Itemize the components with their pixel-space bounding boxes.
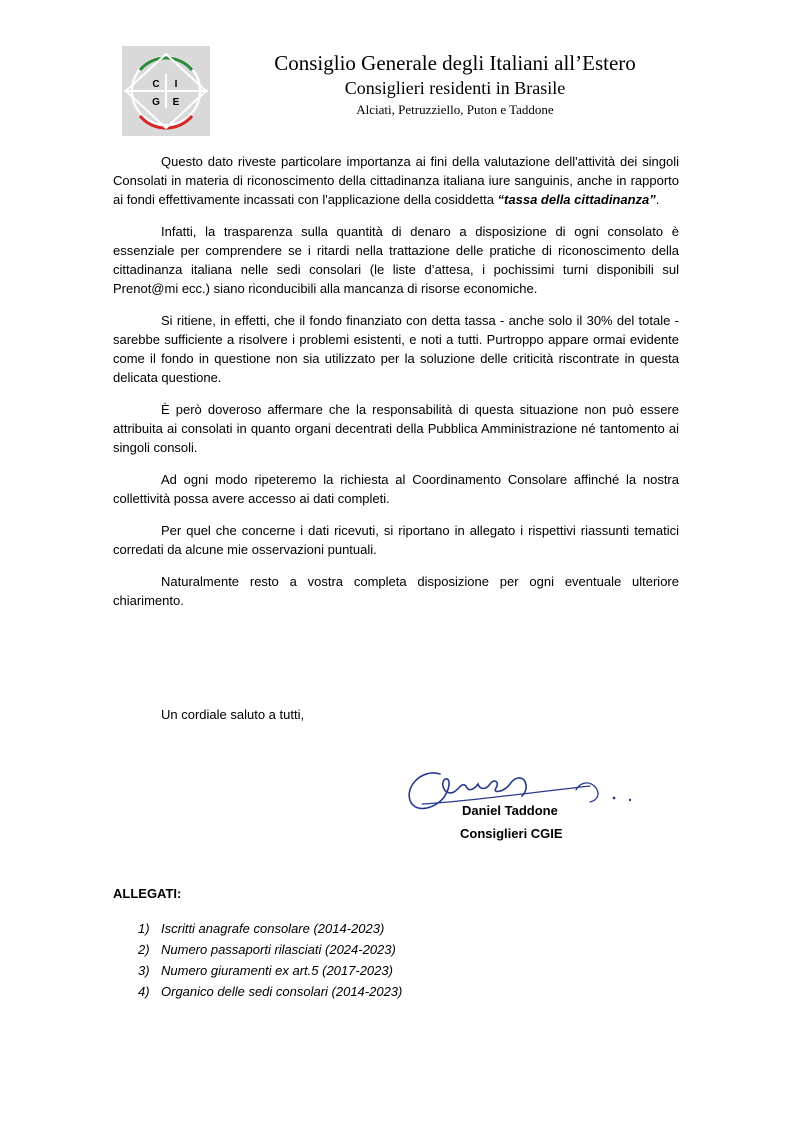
attachment-number: 3): [138, 963, 150, 978]
paragraph-1-text: Questo dato riveste particolare importanza ai fini della valutazione dell'attività dei singoli Consolati in materia di riconoscimento della cittadinanza italiana iure sanguinis, anche in rapporto ai fondi effettivamente incassati con l'applicazione della cosiddetta: [113, 154, 679, 207]
signature-dot-1: [613, 797, 616, 800]
paragraph-7: Naturalmente resto a vostra completa disposizione per ogni eventuale ulteriore chiarimento.: [113, 574, 679, 608]
cgie-logo: [122, 46, 210, 136]
paragraph-5: Ad ogni modo ripeteremo la richiesta al Coordinamento Consolare affinché la nostra collettività possa avere accesso ai dati completi.: [113, 472, 679, 506]
attachments-title: ALLEGATI:: [113, 886, 182, 901]
paragraph-1-end: .: [655, 192, 660, 207]
organization-title: Consiglio Generale degli Italiani all’Estero: [274, 51, 636, 75]
paragraph-3: Si ritiene, in effetti, che il fondo finanziato con detta tassa - anche solo il 30% del totale - sarebbe sufficiente a risolvere i problemi esistenti, e noti a tutti. Purtroppo appare ormai evidente come il fondo in questione non sia utilizzato per la soluzione delle criticità riscontrate in questa delicata questione.: [113, 313, 679, 385]
logo-letter-c: C: [152, 79, 160, 90]
attachment-text: Numero giuramenti ex art.5 (2017-2023): [161, 963, 393, 978]
paragraph-6: Per quel che concerne i dati ricevuti, si riportano in allegato i rispettivi riassunti tematici corredati da alcune mie osservazioni puntuali.: [113, 523, 679, 557]
closing-greeting: Un cordiale saluto a tutti,: [161, 707, 305, 722]
attachment-number: 1): [138, 921, 150, 936]
logo-letter-i: I: [174, 79, 178, 90]
attachment-number: 2): [138, 942, 150, 957]
tax-term: “tassa della cittadinanza”: [497, 192, 656, 207]
signatory-name: Daniel Taddone: [462, 803, 558, 818]
attachment-text: Numero passaporti rilasciati (2024-2023): [161, 942, 396, 957]
paragraph-2: Infatti, la trasparenza sulla quantità di denaro a disposizione di ogni consolato è essenziale per comprendere se i ritardi nella trattazione delle pratiche di riconoscimento della cittadinanza italiana nelle sedi consolari (le liste d’attesa, i pochissimi turni disponibili sul Prenot@mi ecc.) siano riconducibili alla mancanza di risorse economiche.: [113, 224, 679, 296]
signature-dot-2: [629, 799, 631, 801]
attachment-item: [138, 960, 402, 981]
attachment-text: Organico delle sedi consolari (2014-2023): [161, 984, 403, 999]
attachment-number: 4): [138, 984, 150, 999]
organization-subtitle: Consiglieri residenti in Brasile: [344, 78, 566, 98]
council-members: Alciati, Petruzziello, Puton e Taddone: [356, 102, 554, 117]
attachment-item: [138, 918, 402, 939]
letter-body: [113, 152, 679, 623]
paragraph-1: [113, 152, 679, 209]
attachment-item: [138, 981, 402, 1002]
logo-letter-g: G: [152, 97, 160, 108]
paragraph-4: È però doveroso affermare che la responsabilità di questa situazione non può essere attribuita ai consolati in quanto organi decentrati della Pubblica Amministrazione né tantomento ai singoli consoli.: [113, 402, 679, 455]
logo-letter-e: E: [172, 97, 180, 108]
attachment-text: Iscritti anagrafe consolare (2014-2023): [161, 921, 385, 936]
signatory-role: Consiglieri CGIE: [460, 826, 563, 841]
attachments-list: [138, 918, 402, 1002]
letterhead: [220, 50, 690, 118]
attachment-item: [138, 939, 402, 960]
